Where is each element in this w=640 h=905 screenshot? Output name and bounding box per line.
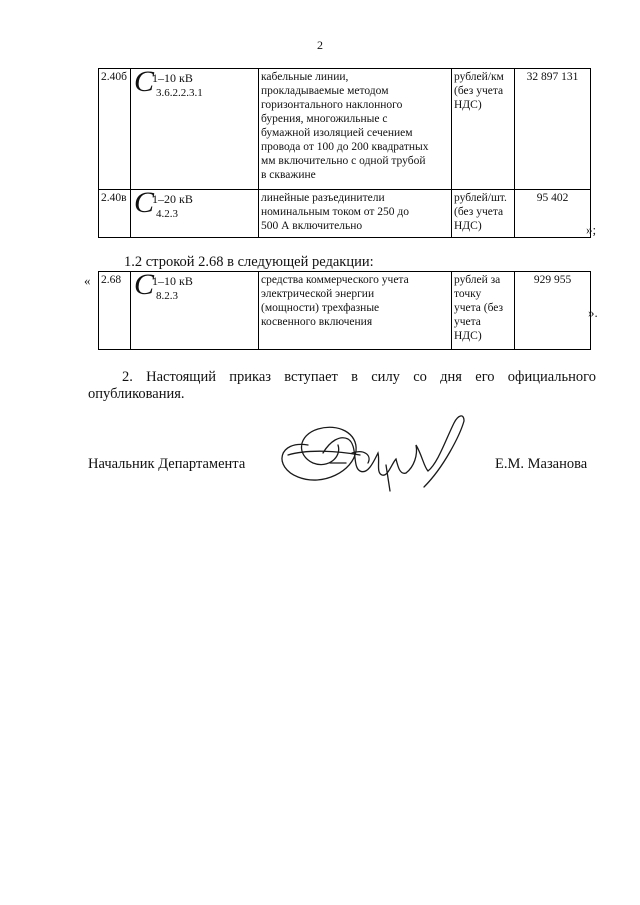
unit-line: (без учета	[454, 85, 504, 97]
row-unit	[452, 272, 515, 350]
table-row	[99, 69, 591, 190]
description-line: прокладываемые методом	[261, 85, 389, 97]
row-code: 2.40в	[99, 190, 131, 238]
description-line: линейные разъединители	[261, 192, 385, 204]
description-line: средства коммерческого учета	[261, 274, 409, 286]
description-line: в скважине	[261, 169, 316, 181]
table-row	[99, 190, 591, 238]
unit-line: рублей/км	[454, 71, 504, 83]
unit-line: учета	[454, 316, 481, 328]
row-description	[259, 69, 452, 190]
paragraph-2	[88, 369, 596, 403]
description-line: бурения, многожильные с	[261, 113, 388, 125]
row-value: 32 897 131	[515, 69, 591, 190]
row-value: 95 402	[515, 190, 591, 238]
description-line: косвенного включения	[261, 316, 373, 328]
description-line: бумажной изоляцией сечением	[261, 127, 413, 139]
description-line: 500 А включительно	[261, 220, 363, 232]
row-code: 2.40б	[99, 69, 131, 190]
paragraph-2-line-1: 2. Настоящий приказ вступает в силу со дня его официального	[122, 369, 596, 385]
symbol-letter: C	[134, 189, 155, 219]
signatory-position: Начальник Департамента	[88, 456, 246, 472]
row-description	[259, 190, 452, 238]
row-code: 2.68	[99, 272, 131, 350]
description-line: кабельные линии,	[261, 71, 349, 83]
symbol-subscript: 8.2.3	[156, 290, 178, 302]
closing-quote: ».	[588, 305, 598, 320]
handwritten-signature	[268, 405, 473, 497]
rate-symbol	[131, 69, 259, 190]
row-value: 929 955	[515, 272, 591, 350]
tariff-table-1	[98, 68, 591, 238]
unit-line: (без учета	[454, 206, 504, 218]
unit-line: НДС)	[454, 330, 482, 342]
paragraph-2-line-2: опубликования.	[88, 386, 185, 402]
symbol-subscript: 4.2.3	[156, 208, 178, 220]
symbol-subscript: 3.6.2.2.3.1	[156, 87, 203, 99]
description-line: (мощности) трехфазные	[261, 302, 380, 314]
rate-symbol	[131, 272, 259, 350]
description-line: провода от 100 до 200 квадратных	[261, 141, 429, 153]
rate-symbol	[131, 190, 259, 238]
opening-quote: «	[84, 273, 91, 288]
unit-line: точку	[454, 288, 482, 300]
row-unit	[452, 69, 515, 190]
symbol-superscript: 1–10 кВ	[152, 274, 193, 288]
unit-line: рублей за	[454, 274, 501, 286]
symbol-superscript: 1–20 кВ	[152, 192, 193, 206]
unit-line: рублей/шт.	[454, 192, 507, 204]
symbol-superscript: 1–10 кВ	[152, 71, 193, 85]
description-line: электрической энергии	[261, 288, 375, 300]
description-line: мм включительно с одной трубой	[261, 155, 426, 167]
table-row	[99, 272, 591, 350]
symbol-letter: C	[134, 271, 155, 301]
unit-line: учета (без	[454, 302, 504, 314]
unit-line: НДС)	[454, 99, 482, 111]
row-description	[259, 272, 452, 350]
amendment-line: 1.2 строкой 2.68 в следующей редакции:	[124, 254, 374, 270]
description-line: номинальным током от 250 до	[261, 206, 410, 218]
description-line: горизонтального наклонного	[261, 99, 403, 111]
signatory-name: Е.М. Мазанова	[495, 456, 588, 472]
unit-line: НДС)	[454, 220, 482, 232]
closing-quote: »;	[586, 222, 597, 237]
row-unit	[452, 190, 515, 238]
symbol-letter: C	[134, 68, 155, 98]
tariff-table-2	[98, 271, 591, 350]
page-number: 2	[317, 38, 323, 52]
